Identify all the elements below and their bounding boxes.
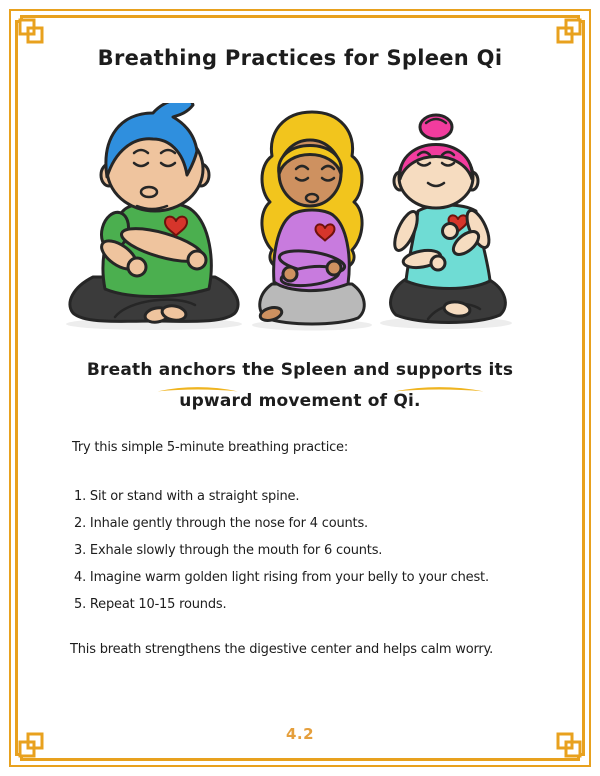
inner-border-top	[46, 15, 554, 18]
breathing-steps-list	[74, 487, 560, 622]
emphasis-text: its	[482, 360, 514, 380]
step-item-3: 3. Exhale slowly through the mouth for 6 counts.	[74, 543, 383, 558]
emphasis-text: the Spleen and	[236, 360, 396, 380]
intro-text: Try this simple 5-minute breathing practice:	[72, 440, 349, 455]
meditating-woman-blonde-figure	[246, 106, 378, 332]
meditating-woman-pink-bun-figure	[378, 103, 524, 331]
key-message-line1	[30, 355, 570, 386]
closing-text: This breath strengthens the digestive center and helps calm worry.	[70, 642, 494, 657]
key-message-line2: upward movement of Qi.	[179, 391, 421, 411]
underlined-word-anchors: anchors	[159, 355, 236, 386]
inner-border-right	[582, 46, 585, 730]
page-number: 4.2	[285, 725, 315, 743]
meditating-man-figure	[57, 103, 252, 331]
step-item-5: 5. Repeat 10-15 rounds.	[74, 597, 227, 612]
inner-border-bottom	[46, 758, 554, 761]
step-item-4: 4. Imagine warm golden light rising from your belly to your chest.	[74, 570, 489, 585]
page-title: Breathing Practices for Spleen Qi	[97, 46, 503, 70]
step-item-2: 2. Inhale gently through the nose for 4 counts.	[74, 516, 368, 531]
underlined-word-supports: supports	[396, 355, 482, 386]
step-item-1: 1. Sit or stand with a straight spine.	[74, 489, 300, 504]
emphasis-text: Breath	[86, 360, 159, 380]
gold-underline-swash-icon	[156, 383, 239, 393]
inner-border-left	[15, 46, 18, 730]
gold-underline-swash-icon	[393, 383, 485, 393]
key-message	[30, 355, 570, 417]
